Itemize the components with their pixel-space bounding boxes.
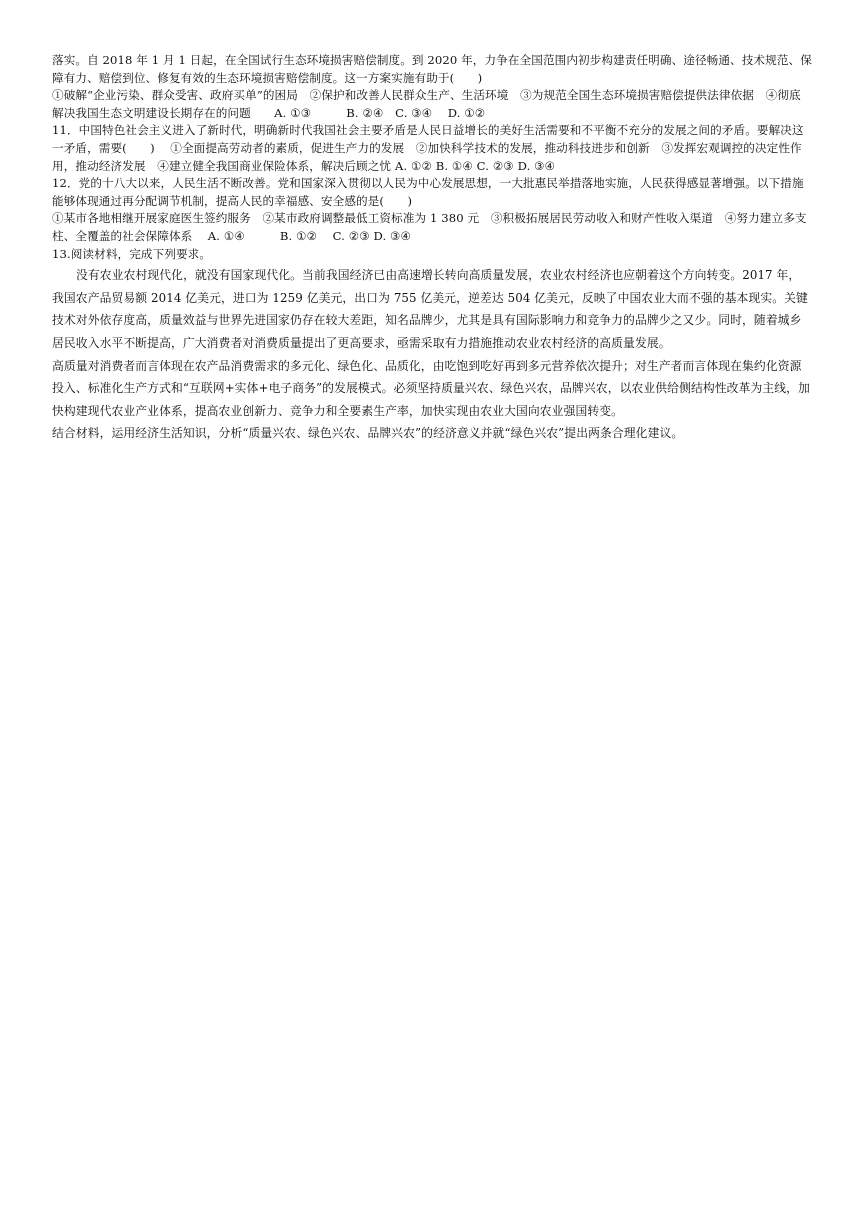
question-13-heading: 13.阅读材料，完成下列要求。: [52, 246, 212, 261]
question-10-options: ①破解“企业污染、群众受害、政府买单”的困局 ②保护和改善人民群众生产、生活环境 ③为规范全国生态环境损害赔偿提供法律依据 ④彻底解决我国生态文明建设长期存在的问题 A. ①③ B. ②④ C. ③④ D. ①②: [52, 88, 801, 120]
question-12-options: ①某市各地相继开展家庭医生签约服务 ②某市政府调整最低工资标准为 1 380 元 ③积极拓展居民劳动收入和财产性收入渠道 ④努力建立多支柱、全覆盖的社会保障体系 A. ①④ B. ①② C. ②③ D. ③④: [52, 211, 807, 243]
material-paragraph-1: 没有农业农村现代化，就没有国家现代化。当前我国经济已由高速增长转向高质量发展，农业农村经济也应朝着这个方向转变。2017 年，我国农产品贸易额 2014 亿美元，进口为 1259 亿美元，出口为 755 亿美元，逆差达 504 亿美元，反映了中国农业大而不强的基本现实。关键技术对外依存度高，质量效益与世界先进国家仍存在较大差距，知名品牌少，尤其是具有国际影响力和竞争力的品牌少之又少。同时，随着城乡居民收入水平不断提高，广大消费者对消费质量提出了更高要求，亟需采取有力措施推动农业农村经济的高质量发展。: [52, 268, 808, 350]
document-body: [52, 52, 812, 445]
question-13-requirement: 结合材料，运用经济生活知识，分析“质量兴农、绿色兴农、品牌兴农”的经济意义并就“绿色兴农”提出两条合理化建议。: [52, 426, 684, 441]
question-11: 11．中国特色社会主义进入了新时代，明确新时代我国社会主要矛盾是人民日益增长的美好生活需要和不平衡不充分的发展之间的矛盾。要解决这一矛盾，需要( ) ①全面提高劳动者的素质，促进生产力的发展 ②加快科学技术的发展，推动科技进步和创新 ③发挥宏观调控的决定性作用，推动经济发展 ④建立健全我国商业保险体系，解决后顾之忧 A. ①② B. ①④ C. ②③ D. ③④: [52, 123, 804, 173]
question-10-stem-tail: 落实。自 2018 年 1 月 1 日起，在全国试行生态环境损害赔偿制度。到 2020 年，力争在全国范围内初步构建责任明确、途径畅通、技术规范、保障有力、赔偿到位、修复有效的生态环境损害赔偿制度。这一方案实施有助于( ): [52, 53, 812, 85]
material-paragraph-2: 高质量对消费者而言体现在农产品消费需求的多元化、绿色化、品质化，由吃饱到吃好再到多元营养依次提升；对生产者而言体现在集约化资源投入、标准化生产方式和“互联网+实体+电子商务”的发展模式。必须坚持质量兴农、绿色兴农，品牌兴农，以农业供给侧结构性改革为主线，加快构建现代农业产业体系，提高农业创新力、竞争力和全要素生产率，加快实现由农业大国向农业强国转变。: [52, 358, 810, 418]
question-12-stem: 12．党的十八大以来，人民生活不断改善。党和国家深入贯彻以人民为中心发展思想，一大批惠民举措落地实施，人民获得感显著增强。以下措施能够体现通过再分配调节机制，提高人民的幸福感、安全感的是( ): [52, 176, 804, 208]
